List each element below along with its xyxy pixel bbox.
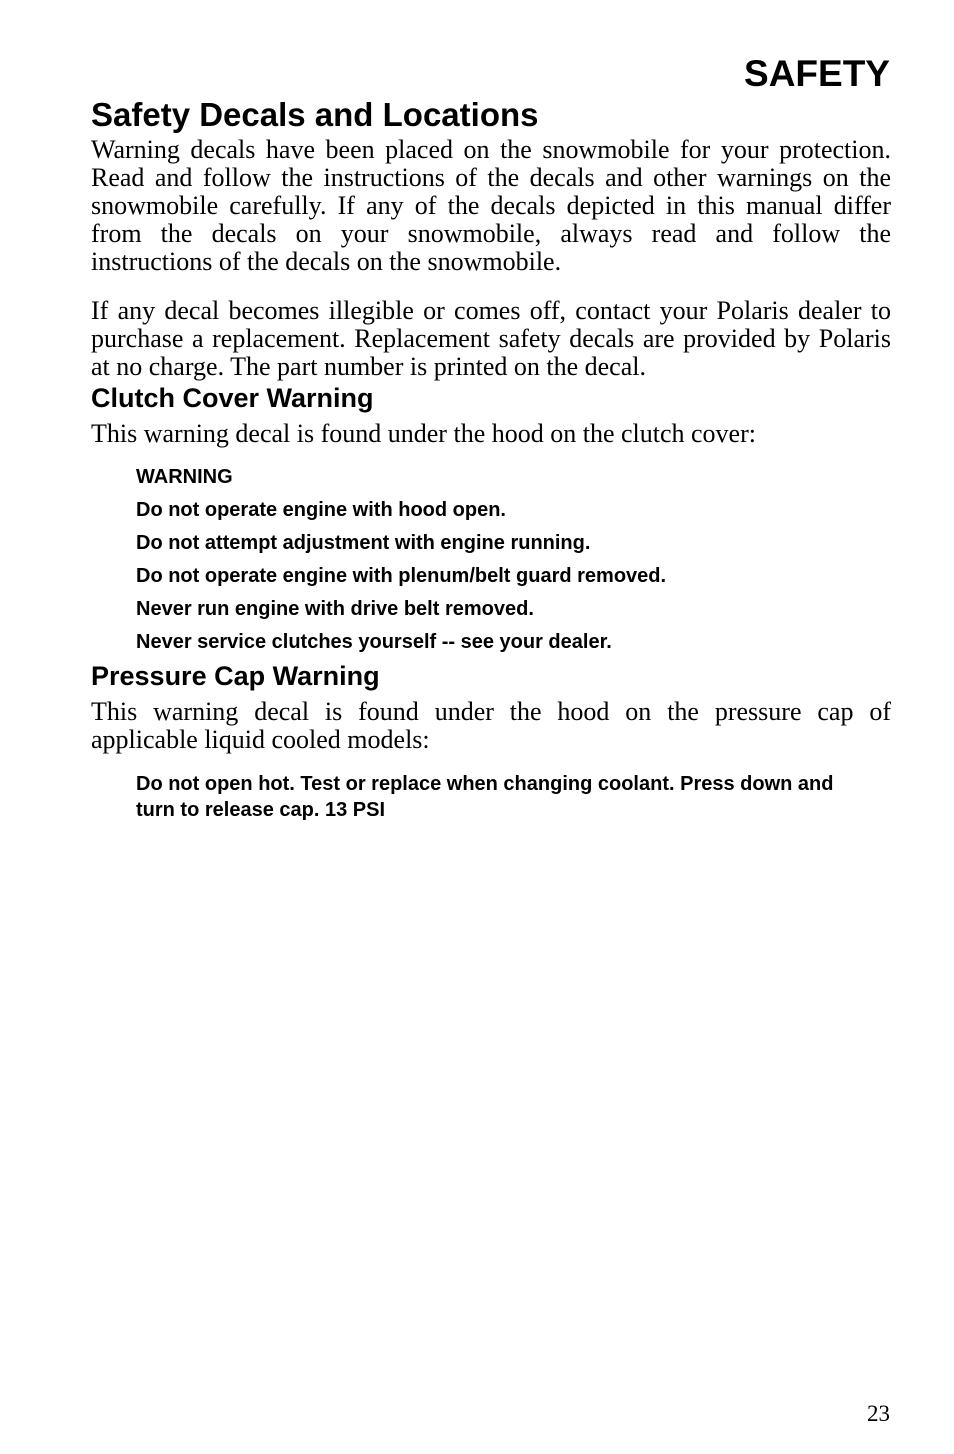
intro-paragraph: Warning decals have been placed on the snowmobile for your protection. Read and follow the instructions of the decals and other warnings on the snowmobile carefully. If any of the decals depicted in this manual differ from the decals on your snowmobile, always read and follow the instructions of the decals on the snowmobile. — [91, 135, 891, 276]
decal-line: Never service clutches yourself -- see your dealer. — [136, 631, 612, 653]
decal-line: WARNING — [136, 466, 233, 488]
page-number: 23 — [867, 1401, 890, 1426]
decal-line: Do not operate engine with hood open. — [136, 499, 506, 521]
decal-line: Never run engine with drive belt removed. — [136, 598, 534, 620]
clutch-cover-intro: This warning decal is found under the hood on the clutch cover: — [91, 419, 756, 448]
page-content — [91, 95, 891, 823]
pressure-cap-intro: This warning decal is found under the hood on the pressure cap of applicable liquid cooled models: — [91, 697, 891, 754]
replacement-paragraph: If any decal becomes illegible or comes off, contact your Polaris dealer to purchase a replacement. Replacement safety decals are provided by Polaris at no charge. The part number is printed on the decal. — [91, 296, 891, 381]
page-title: Safety Decals and Locations — [91, 96, 539, 133]
clutch-cover-heading: Clutch Cover Warning — [91, 383, 374, 413]
pressure-cap-heading: Pressure Cap Warning — [91, 661, 380, 691]
decal-line: Do not operate engine with plenum/belt guard removed. — [136, 565, 667, 587]
decal-line: Do not attempt adjustment with engine running. — [136, 532, 591, 554]
section-tab: SAFETY — [744, 53, 890, 94]
clutch-cover-decal — [136, 461, 891, 659]
pressure-cap-decal: Do not open hot. Test or replace when changing coolant. Press down and turn to release cap. 13 PSI — [136, 773, 834, 821]
